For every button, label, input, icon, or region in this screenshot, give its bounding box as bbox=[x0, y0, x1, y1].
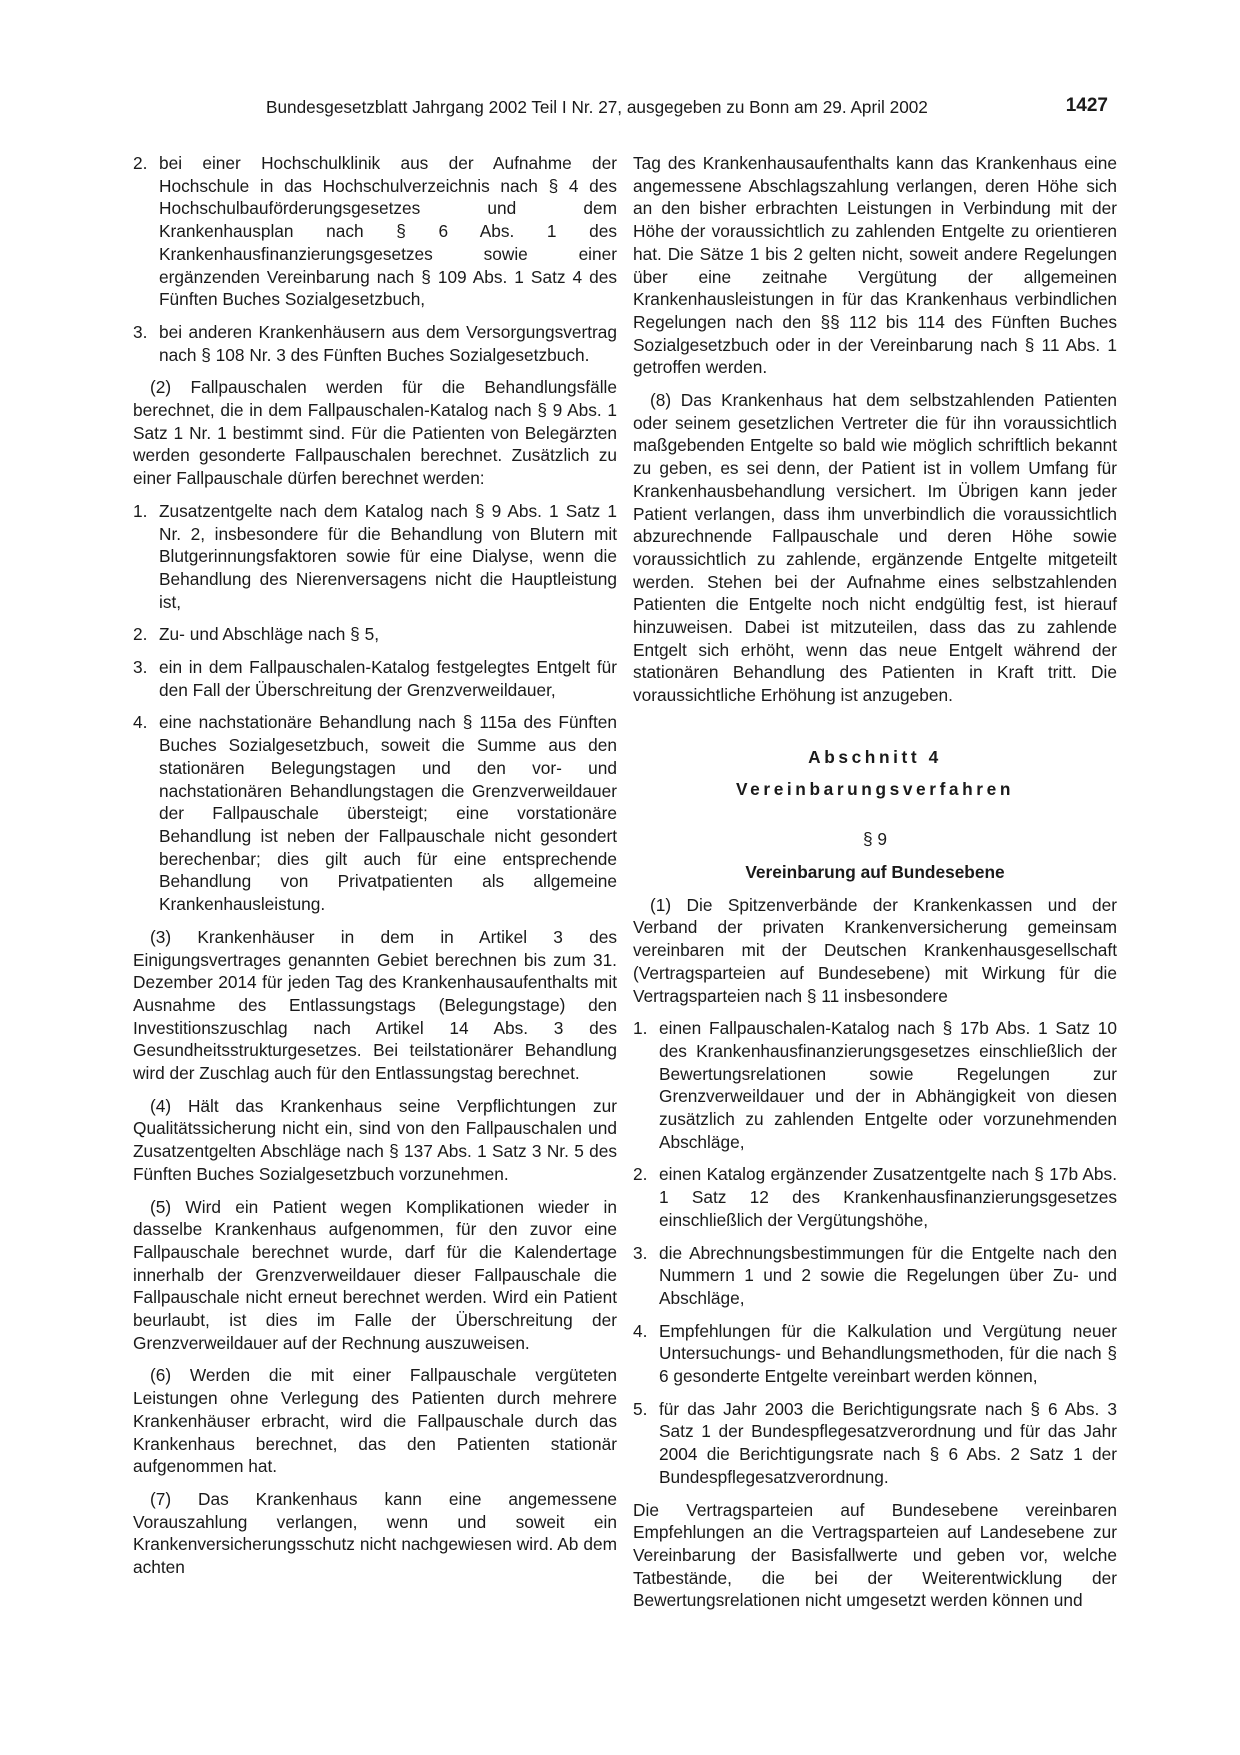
paragraph-3: (3) Krankenhäuser in dem in Artikel 3 des Einigungsvertrages genannten Gebiet berechnen bis zum 31. Dezember 2014 für jeden Tag des Krankenhausaufenthalts mit Ausnahme des Entlassungstags (Belegungstage) den Investitionszuschlag nach Artikel 14 Abs. 3 des Gesundheitsstrukturgesetzes. Bei teilstationärer Behandlung wird der Zuschlag auch für den Entlassungstag berechnet. bbox=[133, 926, 617, 1084]
paragraph-title: Vereinbarung auf Bundesebene bbox=[745, 861, 1005, 882]
list-item-text: einen Katalog ergänzender Zusatzentgelte nach § 17b Abs. 1 Satz 12 des Krankenhausfinanzierungsgesetzes einschließlich der Vergütungshöhe, bbox=[659, 1164, 1117, 1230]
list-item bbox=[133, 711, 617, 915]
paragraph-6: (6) Werden die mit einer Fallpauschale vergüteten Leistungen ohne Verlegung des Patienten durch mehrere Krankenhäuser erbracht, wird die Fallpauschale durch das Krankenhaus berechnet, das den Patienten stationär aufgenommen hat. bbox=[133, 1365, 617, 1477]
page-number: 1427 bbox=[1065, 95, 1108, 116]
page-header bbox=[133, 97, 1108, 123]
list-item-number: 1. bbox=[633, 1018, 648, 1039]
section-label: Abschnitt 4 bbox=[808, 746, 942, 767]
list-item bbox=[633, 1017, 1117, 1153]
list-item-text: Zu- und Abschläge nach § 5, bbox=[159, 624, 380, 645]
list-item-number: 5. bbox=[633, 1398, 648, 1419]
right-column bbox=[633, 152, 1117, 1622]
list-item-text: eine nachstationäre Behandlung nach § 115a des Fünften Buches Sozialgesetzbuch, soweit die Summe aus den stationären Belegungstagen und den vor- und nachstationären Behandlungstagen die Grenzverweildauer der Fallpauschale übersteigt; eine vorstationäre Behandlung ist neben der Fallpauschale nicht gesondert berechenbar; dies gilt auch für eine entsprechende Behandlung von Privatpatienten als allgemeine Krankenhausleistung. bbox=[159, 712, 617, 915]
list-item bbox=[633, 1163, 1117, 1231]
list-item-text: bei anderen Krankenhäusern aus dem Versorgungsvertrag nach § 108 Nr. 3 des Fünften Buches Sozialgesetzbuch. bbox=[159, 321, 617, 365]
list-item-number: 1. bbox=[133, 500, 148, 521]
list-item-text: ein in dem Fallpauschalen-Katalog festgelegtes Entgelt für den Fall der Überschreitung der Grenzverweildauer, bbox=[159, 657, 617, 700]
list-item-text: die Abrechnungsbestimmungen für die Entgelte nach den Nummern 1 und 2 sowie die Regelungen über Zu- und Abschläge, bbox=[659, 1242, 1117, 1308]
list-item bbox=[133, 500, 617, 614]
paragraph-4: (4) Hält das Krankenhaus seine Verpflichtungen zur Qualitätssicherung nicht ein, sind von den Fallpauschalen und Zusatzentgelten Abschläge nach § 137 Abs. 1 Satz 3 Nr. 5 des Fünften Buches Sozialgesetzbuch vorzunehmen. bbox=[133, 1095, 617, 1184]
list-item-text: Zusatzentgelte nach dem Katalog nach § 9 Abs. 1 Satz 1 Nr. 2, insbesondere für die Behandlung von Blutern mit Blutgerinnungsfaktoren sowie für eine Dialyse, wenn die Behandlung des Nierenversagens nicht die Hauptleistung ist, bbox=[159, 500, 617, 612]
list-item bbox=[133, 152, 617, 311]
list-item-text: Empfehlungen für die Kalkulation und Vergütung neuer Untersuchungs- und Behandlungsmethoden, für die nach § 6 gesonderte Entgelte vereinbart werden können, bbox=[659, 1320, 1117, 1387]
list-item-number: 2. bbox=[133, 624, 148, 645]
list-item bbox=[133, 321, 617, 366]
paragraph-closing: Die Vertragsparteien auf Bundesebene vereinbaren Empfehlungen an die Vertragsparteien auf Landesebene zur Vereinbarung der Basisfallwerte und geben vor, welche Tatbestände, die bei der Weiterentwicklung der Bewertungsrelationen nicht umgesetzt werden können und bbox=[633, 1499, 1117, 1611]
list-item-number: 2. bbox=[633, 1164, 648, 1185]
paragraph-7: (7) Das Krankenhaus kann eine angemessene Vorauszahlung verlangen, wenn und soweit ein Krankenversicherungsschutz nicht nachgewiesen wird. Ab dem achten bbox=[133, 1488, 617, 1578]
list-item bbox=[633, 1398, 1117, 1489]
section-spacer bbox=[633, 717, 1117, 746]
list-item-number: 2. bbox=[133, 153, 148, 173]
list-item-number: 3. bbox=[633, 1242, 648, 1263]
list-item-number: 3. bbox=[133, 657, 148, 678]
list-item-number: 4. bbox=[133, 712, 148, 733]
list-item bbox=[633, 1320, 1117, 1388]
list-item-number: 3. bbox=[133, 321, 148, 342]
list-item-text: für das Jahr 2003 die Berichtigungsrate nach § 6 Abs. 3 Satz 1 der Bundespflegesatzverordnung und für das Jahr 2004 die Berichtigungsrate nach § 6 Abs. 2 Satz 1 der Bundespflegesatzverordnung. bbox=[659, 1398, 1117, 1487]
list-item bbox=[133, 656, 617, 701]
paragraph-2: (2) Fallpauschalen werden für die Behandlungsfälle berechnet, die in dem Fallpauschalen-Katalog nach § 9 Abs. 1 Satz 1 Nr. 1 bestimmt sind. Für die Patienten von Belegärzten werden gesonderte Fallpauschalen berechnet. Zusätzlich zu einer Fallpauschale dürfen berechnet werden: bbox=[133, 377, 617, 489]
list-item-number: 4. bbox=[633, 1320, 648, 1341]
paragraph-8: (8) Das Krankenhaus hat dem selbstzahlenden Patienten oder seinem gesetzlichen Vertreter die für ihn voraussichtlich maßgebenden Entgelte so bald wie möglich schriftlich bekannt zu geben, es sei denn, der Patient ist in vollem Umfang für Krankenhausbehandlung versichert. Im Übrigen kann jeder Patient verlangen, dass ihm unverbindlich die voraussichtlich abzurechnende Fallpauschale und deren Höhe sowie voraussichtlich zu zahlende, ergänzende Entgelte mitgeteilt werden. Stehen bei der Aufnahme eines selbstzahlenden Patienten die Entgelte noch nicht endgültig fest, ist hierauf hinzuweisen. Dabei ist mitzuteilen, dass das zu zahlende Entgelt sich erhöht, wenn das neue Entgelt während der stationären Behandlung des Patienten in Kraft tritt. Die voraussichtliche Erhöhung ist anzugeben. bbox=[633, 390, 1117, 706]
list-item-text: einen Fallpauschalen-Katalog nach § 17b Abs. 1 Satz 10 des Krankenhausfinanzierungsgesetzes einschließlich der Bewertungsrelationen sowie Regelungen zur Grenzverweildauer und der in Abhängigkeit von diesen zusätzlich zu zahlenden Entgelte oder vorzunehmenden Abschläge, bbox=[659, 1018, 1117, 1152]
paragraph-7-continued: Tag des Krankenhausaufenthalts kann das Krankenhaus eine angemessene Abschlagszahlung verlangen, deren Höhe sich an den bisher erbrachten Leistungen in Verbindung mit der Höhe der voraussichtlich zu zahlenden Entgelte zu orientieren hat. Die Sätze 1 bis 2 gelten nicht, soweit andere Regelungen über eine zeitnahe Vergütung der allgemeinen Krankenhausleistungen in für das Krankenhaus verbindlichen Regelungen nach den §§ 112 bis 114 des Fünften Buches Sozialgesetzbuch oder in der Vereinbarung nach § 11 Abs. 1 getroffen werden. bbox=[633, 153, 1117, 378]
running-title: Bundesgesetzblatt Jahrgang 2002 Teil I Nr. 27, ausgegeben zu Bonn am 29. April 2002 bbox=[266, 97, 928, 117]
list-item bbox=[633, 1242, 1117, 1310]
left-column bbox=[133, 152, 617, 1589]
paragraph-sign: § 9 bbox=[862, 829, 888, 850]
paragraph-intro: (1) Die Spitzenverbände der Krankenkassen und der Verband der privaten Krankenversicherung gemeinsam vereinbaren mit der Deutschen Krankenhausgesellschaft (Vertragsparteien auf Bundesebene) mit Wirkung für die Vertragsparteien nach § 11 insbesondere bbox=[633, 894, 1117, 1006]
list-item bbox=[133, 623, 617, 646]
paragraph-5: (5) Wird ein Patient wegen Komplikationen wieder in dasselbe Krankenhaus aufgenommen, für den zuvor eine Fallpauschale berechnet wurde, darf für die Kalendertage innerhalb der Grenzverweildauer dieser Fallpauschale die Fallpauschale nicht erneut berechnet werden. Wird ein Patient beurlaubt, ist dies im Falle der Überschreitung der Grenzverweildauer auf der Rechnung auszuweisen. bbox=[133, 1196, 617, 1353]
list-item-text: bei einer Hochschulklinik aus der Aufnahme der Hochschule in das Hochschulverzeichnis nach § 4 des Hochschulbauförderungsgesetzes und dem Krankenhausplan nach § 6 Abs. 1 des Krankenhausfinanzierungsgesetzes sowie einer ergänzenden Vereinbarung nach § 109 Abs. 1 Satz 4 des Fünften Buches Sozialgesetzbuch, bbox=[159, 153, 617, 310]
section-name: Vereinbarungsverfahren bbox=[735, 778, 1014, 799]
